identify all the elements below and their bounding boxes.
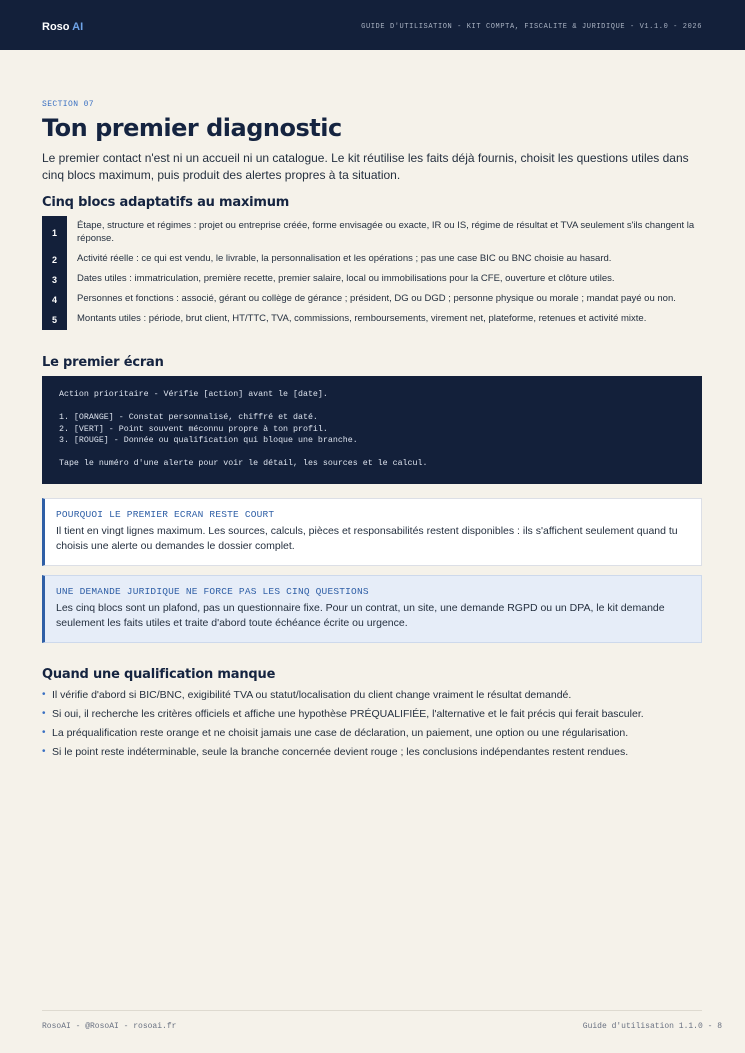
footer-credits: RosoAI - @RosoAI - rosoai.fr [42,1022,177,1031]
block-number: 3 [42,270,67,290]
document-meta: GUIDE D'UTILISATION - KIT COMPTA, FISCALITE & JURIDIQUE - V1.1.0 - 2026 [361,23,702,31]
list-item-text: Il vérifie d'abord si BIC/BNC, exigibilité TVA ou statut/localisation du client change vraiment le résultat demandé. [52,688,572,701]
callout-short-screen [42,498,702,566]
brand-logo [42,21,83,33]
section-kicker: SECTION 07 [42,100,95,109]
block-item [42,250,702,270]
callout-title: UNE DEMANDE JURIDIQUE NE FORCE PAS LES CINQ QUESTIONS [56,585,369,597]
page-title: Ton premier diagnostic [42,114,342,142]
list-item [42,745,702,759]
blocks-list [42,216,702,330]
footer-divider [42,1010,702,1011]
block-item [42,270,702,290]
block-item [42,290,702,310]
brand-name: Roso [42,21,70,33]
code-line [59,447,686,459]
block-item [42,310,702,330]
missing-qualification-heading: Quand une qualification manque [42,666,276,682]
blocks-heading: Cinq blocs adaptatifs au maximum [42,195,290,210]
code-line: 1. [ORANGE] - Constat personnalisé, chiffré et daté. [59,413,318,422]
block-number: 4 [42,290,67,310]
code-line [59,401,686,413]
list-item-text: Si le point reste indéterminable, seule la branche concernée devient rouge ; les conclusions indépendantes restent rendues. [52,745,629,758]
block-text: Étape, structure et régimes : projet ou entreprise créée, forme envisagée ou exacte, IR ou IS, régime de résultat et TVA seulement s'ils changent la réponse. [77,220,695,244]
bullet-icon: • [42,707,46,719]
bullet-icon: • [42,688,46,700]
intro-paragraph: Le premier contact n'est ni un accueil ni un catalogue. Le kit réutilise les faits déjà fournis, choisit les questions utiles dans cinq blocs maximum, puis produit des alertes propres à ta situation. [42,151,689,182]
block-number: 1 [42,216,67,250]
list-item [42,688,702,702]
screen-heading: Le premier écran [42,355,164,370]
bullet-icon: • [42,726,46,738]
callout-body: Les cinq blocs sont un plafond, pas un questionnaire fixe. Pour un contrat, un site, une demande RGPD ou un DPA, le kit demande seulement les faits utiles et traite d'abord toute échéance écrite ou urgence. [56,601,665,629]
screen-example-code-block [42,376,702,484]
list-item [42,707,702,721]
brand-accent: AI [69,21,84,33]
block-text: Activité réelle : ce qui est vendu, le livrable, la personnalisation et les opérations ; pas une case BIC ou BNC choisie au hasard. [77,253,612,264]
list-item-text: La préqualification reste orange et ne choisit jamais une case de déclaration, un paiement, une option ou une régularisation. [52,726,629,739]
callout-body: Il tient en vingt lignes maximum. Les sources, calculs, pièces et responsabilités restent disponibles : ils s'affichent seulement quand tu choisis une alerte ou demandes le dossier complet. [56,524,678,552]
block-text: Montants utiles : période, brut client, HT/TTC, TVA, commissions, remboursements, virement net, plateforme, retenues et activité mixte. [77,313,647,324]
block-item [42,216,702,250]
top-bar [0,0,745,50]
block-text: Dates utiles : immatriculation, première recette, premier salaire, local ou immobilisations pour la CFE, ouverture et clôture utiles. [77,273,615,284]
missing-qualification-list [42,688,702,759]
code-line: Action prioritaire - Vérifie [action] avant le [date]. [59,390,328,399]
footer-page-number: Guide d'utilisation 1.1.0 - 8 [582,1022,722,1031]
list-item [42,726,702,740]
code-line: Tape le numéro d'une alerte pour voir le détail, les sources et le calcul. [59,459,428,468]
callout-legal-request [42,575,702,643]
block-text: Personnes et fonctions : associé, gérant ou collège de gérance ; président, DG ou DGD ; personne physique ou morale ; mandat payé ou non. [77,293,676,304]
list-item-text: Si oui, il recherche les critères officiels et affiche une hypothèse PRÉQUALIFIÉE, l'alternative et le fait précis qui ferait basculer. [52,707,644,720]
code-line: 2. [VERT] - Point souvent méconnu propre à ton profil. [59,424,328,434]
callout-title: POURQUOI LE PREMIER ECRAN RESTE COURT [56,508,275,520]
bullet-icon: • [42,745,46,757]
page-content [42,100,702,764]
block-number: 2 [42,250,67,270]
code-line: 3. [ROUGE] - Donnée ou qualification qui bloque une branche. [59,436,358,445]
block-number: 5 [42,310,67,330]
